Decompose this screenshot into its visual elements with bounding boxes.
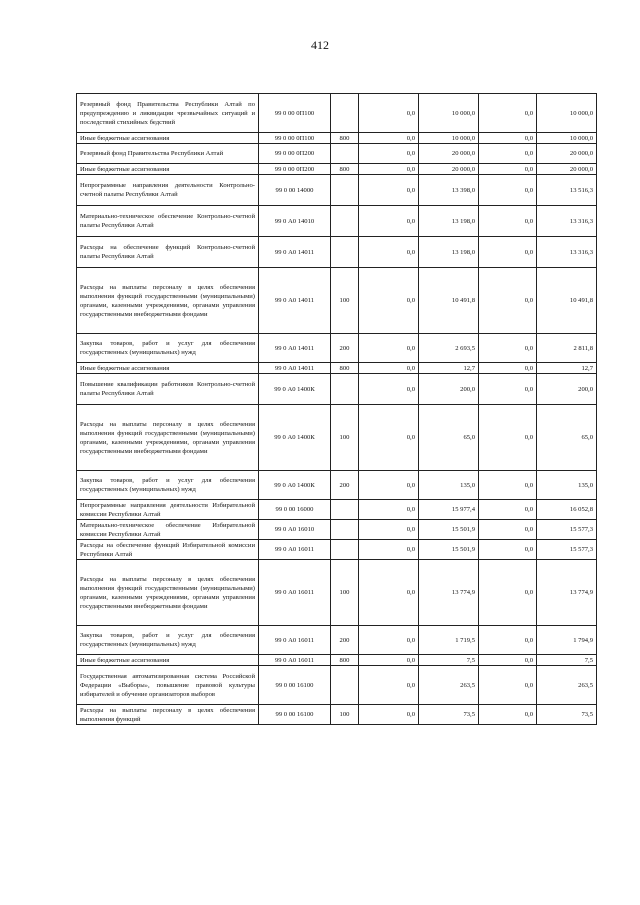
amount-cell-1: 0,0 <box>359 520 419 540</box>
expense-type-cell: 200 <box>331 626 359 655</box>
table-row <box>77 560 597 626</box>
target-code-cell: 99 0 А0 1400К <box>259 374 331 405</box>
amount-cell-1: 0,0 <box>359 374 419 405</box>
amount-cell-3: 0,0 <box>479 334 537 363</box>
expense-type-cell: 800 <box>331 363 359 374</box>
target-code-cell: 99 0 00 16100 <box>259 705 331 725</box>
amount-cell-4: 1 794,9 <box>537 626 597 655</box>
amount-cell-4: 73,5 <box>537 705 597 725</box>
expense-name-cell: Материально-техническое обеспечение Избирательной комиссии Республики Алтай <box>77 520 259 540</box>
expense-type-cell <box>331 520 359 540</box>
target-code-cell: 99 0 А0 14010 <box>259 206 331 237</box>
expense-name-cell: Расходы на обеспечение функций Избирательной комиссии Республики Алтай <box>77 540 259 560</box>
amount-cell-3: 0,0 <box>479 655 537 666</box>
amount-cell-1: 0,0 <box>359 268 419 334</box>
expense-type-cell: 100 <box>331 405 359 471</box>
expense-name-cell: Расходы на выплаты персоналу в целях обеспечения выполнения функций государственными (муниципальными) органами, казенными учреждениями, органами управления государственными внебюджетными фондами <box>77 268 259 334</box>
amount-cell-3: 0,0 <box>479 471 537 500</box>
target-code-cell: 99 0 00 16000 <box>259 500 331 520</box>
amount-cell-3: 0,0 <box>479 374 537 405</box>
target-code-cell: 99 0 00 0П100 <box>259 94 331 133</box>
amount-cell-1: 0,0 <box>359 666 419 705</box>
target-code-cell: 99 0 А0 16011 <box>259 626 331 655</box>
expense-name-cell: Расходы на выплаты персоналу в целях обеспечения выполнения функций государственными (муниципальными) органами, казенными учреждениями, органами управления государственными внебюджетными фондами <box>77 405 259 471</box>
expense-type-cell: 200 <box>331 334 359 363</box>
table-row <box>77 666 597 705</box>
page-number: 412 <box>311 38 329 52</box>
expense-type-cell: 100 <box>331 268 359 334</box>
expense-name-cell: Иные бюджетные ассигнования <box>77 363 259 374</box>
table-row <box>77 363 597 374</box>
amount-cell-4: 200,0 <box>537 374 597 405</box>
amount-cell-4: 13 316,3 <box>537 206 597 237</box>
amount-cell-3: 0,0 <box>479 94 537 133</box>
amount-cell-3: 0,0 <box>479 560 537 626</box>
amount-cell-1: 0,0 <box>359 133 419 144</box>
amount-cell-4: 10 000,0 <box>537 94 597 133</box>
amount-cell-2: 20 000,0 <box>419 144 479 164</box>
expense-type-cell <box>331 175 359 206</box>
expense-type-cell: 100 <box>331 560 359 626</box>
expense-name-cell: Государственная автоматизированная система Российской Федерации «Выборы», повышение правовой культуры избирателей и обучение организаторов выборов <box>77 666 259 705</box>
target-code-cell: 99 0 А0 14011 <box>259 268 331 334</box>
amount-cell-1: 0,0 <box>359 705 419 725</box>
expense-type-cell <box>331 237 359 268</box>
expense-name-cell: Непрограммные направления деятельности Контрольно-счетной палаты Республики Алтай <box>77 175 259 206</box>
amount-cell-4: 15 577,3 <box>537 520 597 540</box>
amount-cell-4: 10 000,0 <box>537 133 597 144</box>
table-row <box>77 540 597 560</box>
amount-cell-3: 0,0 <box>479 540 537 560</box>
expense-name-cell: Повышение квалификации работников Контрольно-счетной палаты Республики Алтай <box>77 374 259 405</box>
amount-cell-4: 10 491,8 <box>537 268 597 334</box>
target-code-cell: 99 0 А0 16010 <box>259 520 331 540</box>
expense-name-cell: Расходы на обеспечение функций Контрольно-счетной палаты Республики Алтай <box>77 237 259 268</box>
amount-cell-2: 10 000,0 <box>419 94 479 133</box>
expense-type-cell <box>331 540 359 560</box>
amount-cell-2: 65,0 <box>419 405 479 471</box>
expense-type-cell <box>331 666 359 705</box>
table-row <box>77 144 597 164</box>
expense-name-cell: Иные бюджетные ассигнования <box>77 133 259 144</box>
table-row <box>77 471 597 500</box>
amount-cell-2: 15 501,9 <box>419 540 479 560</box>
amount-cell-4: 2 811,8 <box>537 334 597 363</box>
amount-cell-2: 13 198,0 <box>419 206 479 237</box>
amount-cell-3: 0,0 <box>479 666 537 705</box>
table-row <box>77 94 597 133</box>
target-code-cell: 99 0 00 14000 <box>259 175 331 206</box>
table-row <box>77 705 597 725</box>
amount-cell-3: 0,0 <box>479 405 537 471</box>
budget-table <box>76 93 597 725</box>
expense-type-cell: 200 <box>331 471 359 500</box>
table-row <box>77 175 597 206</box>
table-row <box>77 334 597 363</box>
amount-cell-1: 0,0 <box>359 175 419 206</box>
table-row <box>77 626 597 655</box>
amount-cell-3: 0,0 <box>479 144 537 164</box>
amount-cell-3: 0,0 <box>479 520 537 540</box>
amount-cell-2: 73,5 <box>419 705 479 725</box>
target-code-cell: 99 0 А0 14011 <box>259 237 331 268</box>
expense-name-cell: Расходы на выплаты персоналу в целях обеспечения выполнения функций <box>77 705 259 725</box>
amount-cell-1: 0,0 <box>359 334 419 363</box>
target-code-cell: 99 0 А0 14011 <box>259 363 331 374</box>
amount-cell-3: 0,0 <box>479 500 537 520</box>
table-row <box>77 655 597 666</box>
table-row <box>77 133 597 144</box>
expense-type-cell <box>331 500 359 520</box>
amount-cell-2: 15 501,9 <box>419 520 479 540</box>
table-row <box>77 268 597 334</box>
table-row <box>77 500 597 520</box>
amount-cell-1: 0,0 <box>359 94 419 133</box>
amount-cell-2: 200,0 <box>419 374 479 405</box>
amount-cell-2: 135,0 <box>419 471 479 500</box>
table-body <box>77 94 597 725</box>
amount-cell-1: 0,0 <box>359 626 419 655</box>
target-code-cell: 99 0 А0 16011 <box>259 540 331 560</box>
amount-cell-2: 13 198,0 <box>419 237 479 268</box>
table-row <box>77 237 597 268</box>
amount-cell-4: 12,7 <box>537 363 597 374</box>
amount-cell-4: 13 774,9 <box>537 560 597 626</box>
amount-cell-1: 0,0 <box>359 405 419 471</box>
table-row <box>77 164 597 175</box>
expense-name-cell: Закупка товаров, работ и услуг для обеспечения государственных (муниципальных) нужд <box>77 471 259 500</box>
target-code-cell: 99 0 А0 1400К <box>259 405 331 471</box>
target-code-cell: 99 0 А0 16011 <box>259 560 331 626</box>
amount-cell-1: 0,0 <box>359 471 419 500</box>
amount-cell-3: 0,0 <box>479 268 537 334</box>
amount-cell-4: 15 577,3 <box>537 540 597 560</box>
table-row <box>77 374 597 405</box>
amount-cell-1: 0,0 <box>359 500 419 520</box>
amount-cell-2: 13 398,0 <box>419 175 479 206</box>
amount-cell-4: 65,0 <box>537 405 597 471</box>
target-code-cell: 99 0 А0 14011 <box>259 334 331 363</box>
amount-cell-1: 0,0 <box>359 144 419 164</box>
expense-name-cell: Закупка товаров, работ и услуг для обеспечения государственных (муниципальных) нужд <box>77 334 259 363</box>
amount-cell-2: 20 000,0 <box>419 164 479 175</box>
target-code-cell: 99 0 00 16100 <box>259 666 331 705</box>
amount-cell-1: 0,0 <box>359 237 419 268</box>
amount-cell-4: 7,5 <box>537 655 597 666</box>
amount-cell-2: 1 719,5 <box>419 626 479 655</box>
expense-type-cell <box>331 206 359 237</box>
amount-cell-1: 0,0 <box>359 206 419 237</box>
target-code-cell: 99 0 00 0П200 <box>259 144 331 164</box>
amount-cell-1: 0,0 <box>359 164 419 175</box>
expense-name-cell: Резервный фонд Правительства Республики Алтай <box>77 144 259 164</box>
amount-cell-4: 135,0 <box>537 471 597 500</box>
expense-type-cell <box>331 94 359 133</box>
amount-cell-2: 10 000,0 <box>419 133 479 144</box>
amount-cell-2: 13 774,9 <box>419 560 479 626</box>
amount-cell-4: 16 052,8 <box>537 500 597 520</box>
expense-name-cell: Материально-техническое обеспечение Контрольно-счетной палаты Республики Алтай <box>77 206 259 237</box>
table-row <box>77 520 597 540</box>
amount-cell-1: 0,0 <box>359 655 419 666</box>
amount-cell-3: 0,0 <box>479 705 537 725</box>
table-row <box>77 405 597 471</box>
expense-type-cell <box>331 374 359 405</box>
amount-cell-1: 0,0 <box>359 540 419 560</box>
amount-cell-3: 0,0 <box>479 363 537 374</box>
expense-name-cell: Резервный фонд Правительства Республики Алтай по предупреждению и ликвидации чрезвычайных ситуаций и последствий стихийных бедствий <box>77 94 259 133</box>
target-code-cell: 99 0 А0 16011 <box>259 655 331 666</box>
amount-cell-3: 0,0 <box>479 175 537 206</box>
amount-cell-4: 13 516,3 <box>537 175 597 206</box>
expense-name-cell: Иные бюджетные ассигнования <box>77 655 259 666</box>
amount-cell-4: 20 000,0 <box>537 164 597 175</box>
expense-name-cell: Расходы на выплаты персоналу в целях обеспечения выполнения функций государственными (муниципальными) органами, казенными учреждениями, органами управления государственными внебюджетными фондами <box>77 560 259 626</box>
target-code-cell: 99 0 00 0П100 <box>259 133 331 144</box>
amount-cell-2: 12,7 <box>419 363 479 374</box>
expense-name-cell: Иные бюджетные ассигнования <box>77 164 259 175</box>
amount-cell-2: 2 693,5 <box>419 334 479 363</box>
amount-cell-2: 263,5 <box>419 666 479 705</box>
table-row <box>77 206 597 237</box>
expense-type-cell: 100 <box>331 705 359 725</box>
amount-cell-1: 0,0 <box>359 363 419 374</box>
expense-name-cell: Непрограммные направления деятельности Избирательной комиссии Республики Алтай <box>77 500 259 520</box>
amount-cell-2: 10 491,8 <box>419 268 479 334</box>
expense-type-cell: 800 <box>331 133 359 144</box>
amount-cell-3: 0,0 <box>479 626 537 655</box>
amount-cell-3: 0,0 <box>479 237 537 268</box>
amount-cell-3: 0,0 <box>479 133 537 144</box>
amount-cell-2: 7,5 <box>419 655 479 666</box>
amount-cell-4: 263,5 <box>537 666 597 705</box>
target-code-cell: 99 0 А0 1400К <box>259 471 331 500</box>
target-code-cell: 99 0 00 0П200 <box>259 164 331 175</box>
amount-cell-1: 0,0 <box>359 560 419 626</box>
amount-cell-4: 13 316,3 <box>537 237 597 268</box>
amount-cell-2: 15 977,4 <box>419 500 479 520</box>
amount-cell-3: 0,0 <box>479 206 537 237</box>
expense-type-cell <box>331 144 359 164</box>
expense-type-cell: 800 <box>331 164 359 175</box>
expense-type-cell: 800 <box>331 655 359 666</box>
expense-name-cell: Закупка товаров, работ и услуг для обеспечения государственных (муниципальных) нужд <box>77 626 259 655</box>
amount-cell-4: 20 000,0 <box>537 144 597 164</box>
amount-cell-3: 0,0 <box>479 164 537 175</box>
